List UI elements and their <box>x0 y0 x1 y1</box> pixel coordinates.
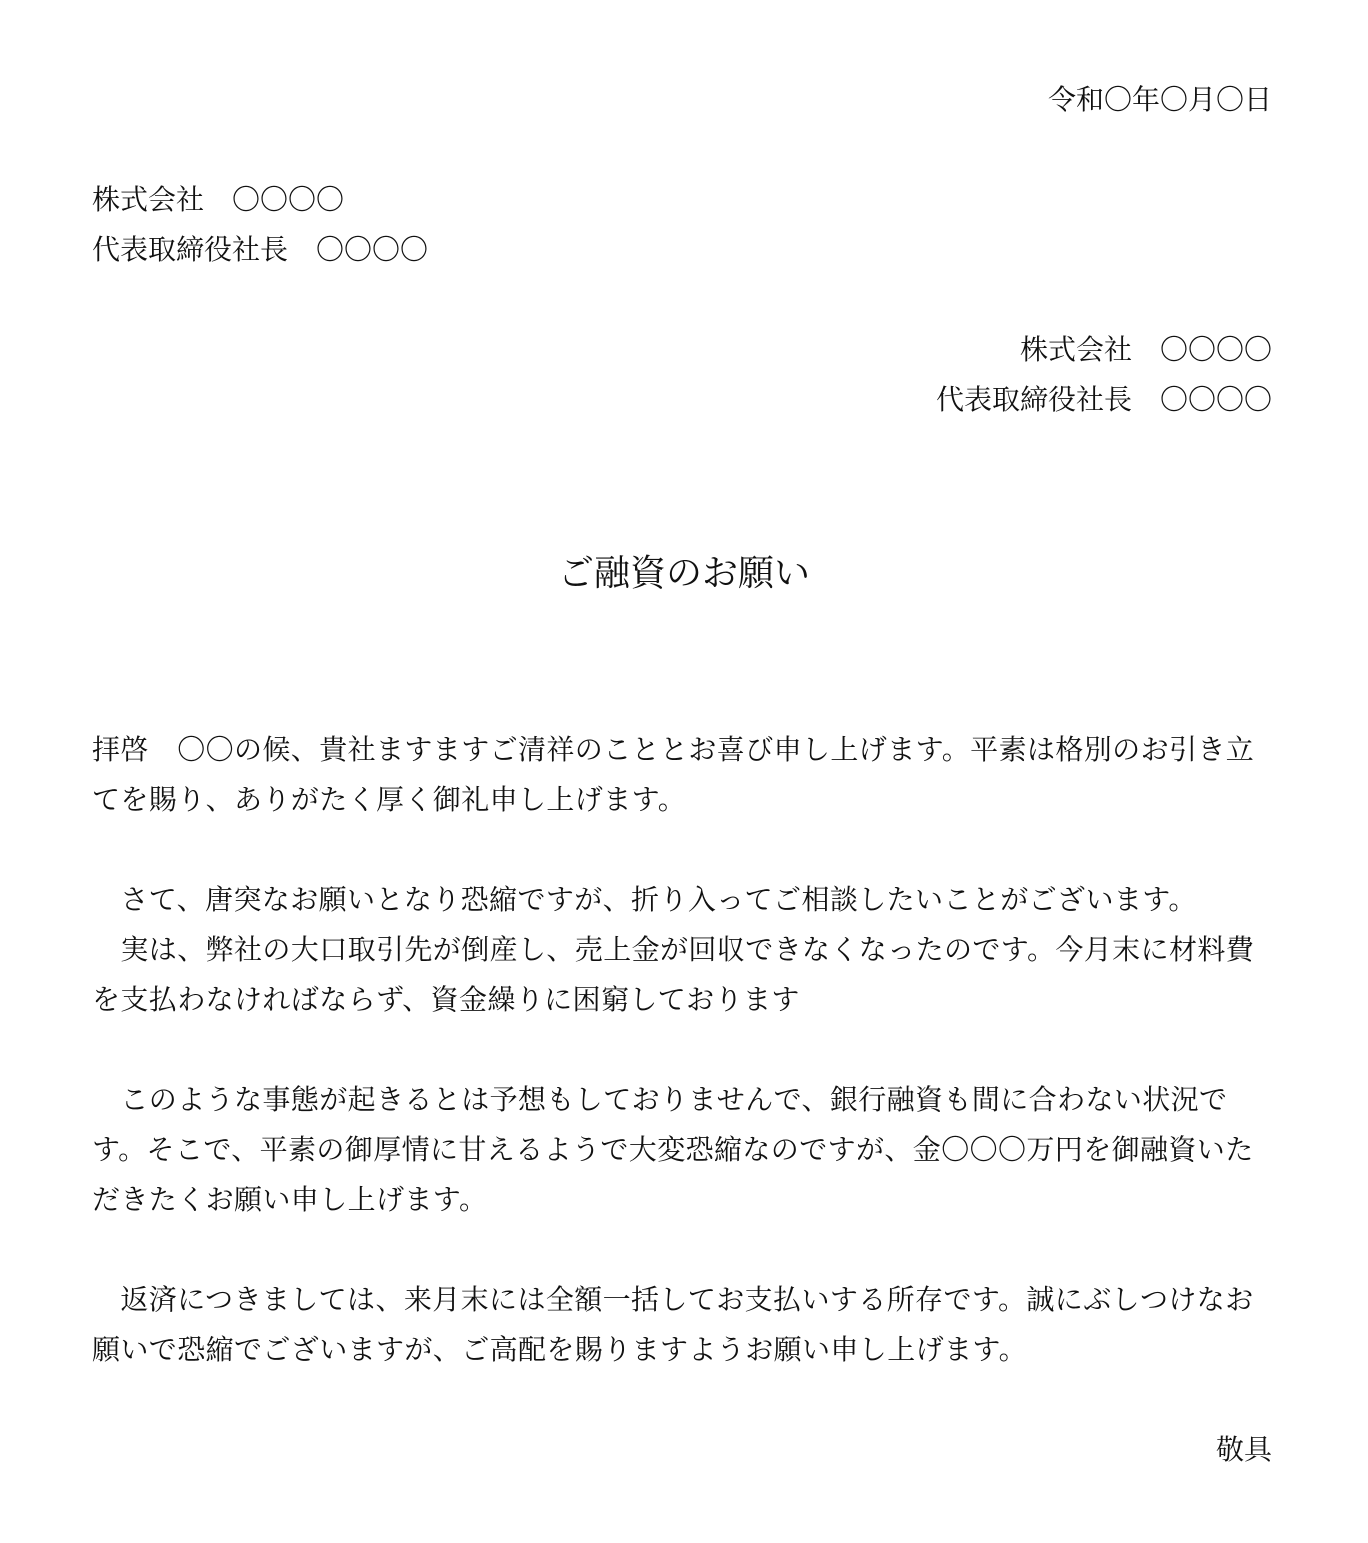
paragraph-4-line-1: 返済につきましては、来月末には全額一括してお支払いする所存です。誠にぶしつけなお <box>92 1283 1254 1316</box>
recipient-representative: 代表取締役社長 〇〇〇〇 <box>92 233 429 266</box>
paragraph-1-line-1: 拝啓 〇〇の候、貴社ますますご清祥のこととお喜び申し上げます。平素は格別のお引き立 <box>92 733 1255 766</box>
paragraph-4-line-2: 願いで恐縮でございますが、ご高配を賜りますようお願い申し上げます。 <box>92 1333 1027 1366</box>
letter-title: ご融資のお願い <box>557 553 810 594</box>
sender-representative: 代表取締役社長 〇〇〇〇 <box>935 383 1272 416</box>
paragraph-2-line-1: さて、唐突なお願いとなり恐縮ですが、折り入ってご相談したいことがございます。 <box>92 883 1197 916</box>
paragraph-2-line-2: 実は、弊社の大口取引先が倒産し、売上金が回収できなくなったのです。今月末に材料費 <box>92 933 1255 966</box>
date-line: 令和〇年〇月〇日 <box>1047 83 1272 116</box>
sender-company: 株式会社 〇〇〇〇 <box>1019 333 1272 366</box>
closing-keigu: 敬具 <box>1215 1433 1272 1466</box>
paragraph-3-line-3: だきたくお願い申し上げます。 <box>92 1183 488 1216</box>
recipient-company: 株式会社 〇〇〇〇 <box>92 183 345 216</box>
paragraph-3-line-1: このような事態が起きるとは予想もしておりませんで、銀行融資も間に合わない状況で <box>92 1083 1228 1116</box>
paragraph-3-line-2: す。そこで、平素の御厚情に甘えるようで大変恐縮なのですが、金〇〇〇万円を御融資いた <box>92 1133 1254 1166</box>
paragraph-1-line-2: てを賜り、ありがたく厚く御礼申し上げます。 <box>92 783 687 816</box>
paragraph-2-line-3: を支払わなければならず、資金繰りに困窮しております <box>92 983 800 1016</box>
